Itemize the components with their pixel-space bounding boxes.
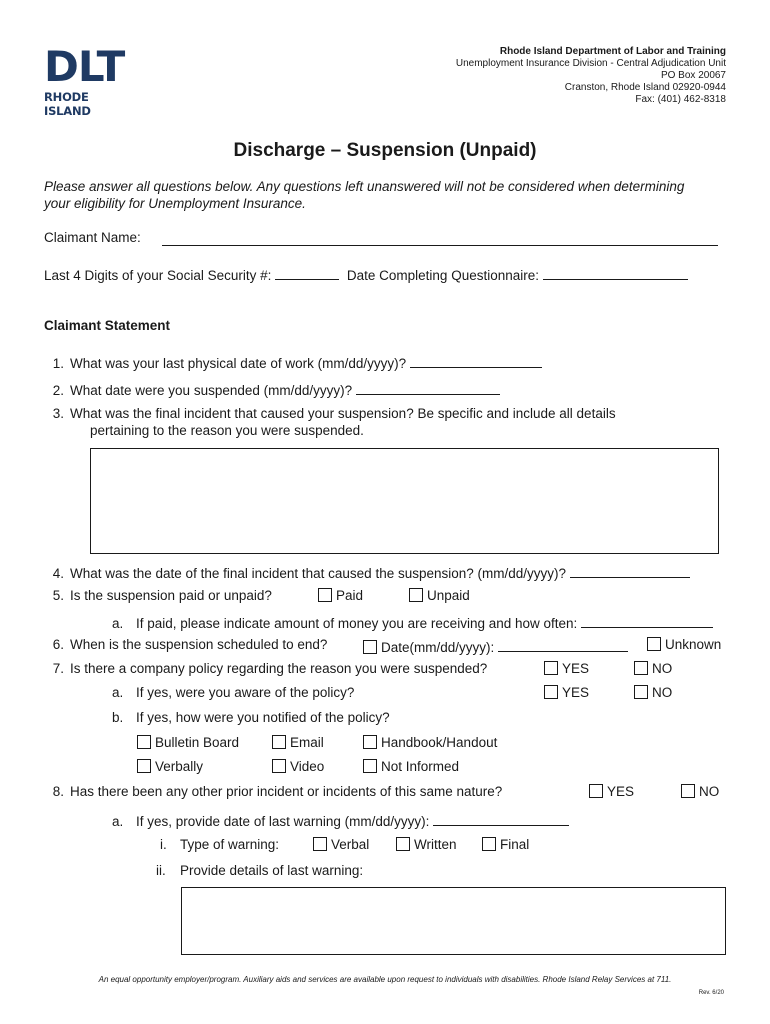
section-title: Claimant Statement — [44, 318, 171, 333]
q7b-handbook-label: Handbook/Handout — [381, 735, 498, 750]
q7a-no-checkbox[interactable] — [634, 685, 648, 699]
question-5a — [112, 613, 713, 631]
q7b-video-label: Video — [290, 759, 325, 774]
question-4 — [44, 563, 690, 581]
q7-number: 7. — [52, 661, 64, 676]
q8-yes-label: YES — [607, 784, 635, 799]
q7a-no-label: NO — [652, 685, 673, 700]
date-completing-field[interactable] — [543, 265, 688, 280]
q8-final-label: Final — [500, 837, 530, 852]
claimant-name-label: Claimant Name: — [44, 230, 141, 245]
q1-field[interactable] — [410, 353, 542, 368]
question-8a — [112, 811, 569, 829]
ssn-label: Last 4 Digits of your Social Security #: — [44, 268, 272, 283]
q8-verbal-label: Verbal — [331, 837, 370, 852]
q7b-verbally-checkbox[interactable] — [137, 759, 151, 773]
q7-no-label: NO — [652, 661, 673, 676]
q7a-text: If yes, were you aware of the policy? — [136, 685, 355, 700]
q7b-verbally-label: Verbally — [155, 759, 204, 774]
q5a-text: If paid, please indicate amount of money you are receiving and how often: — [136, 616, 578, 631]
q5a-field[interactable] — [581, 613, 713, 628]
agency-division: Unemployment Insurance Division - Central Adjudication Unit — [455, 58, 726, 69]
q7b-email-checkbox[interactable] — [272, 735, 286, 749]
question-6 — [44, 637, 327, 652]
q6-unknown-label: Unknown — [665, 637, 722, 652]
q5-paid-option[interactable] — [318, 588, 363, 603]
q7b-email-option[interactable] — [272, 735, 324, 750]
intro-text: Please answer all questions below. Any questions left unanswered will not be considered when determining your eligibility for Unemployment Insurance. — [44, 179, 685, 211]
q5-paid-label: Paid — [336, 588, 364, 603]
question-8 — [44, 784, 502, 799]
q7b-bulletin-checkbox[interactable] — [137, 735, 151, 749]
q3-number: 3. — [52, 406, 64, 421]
question-5 — [44, 588, 272, 603]
q7-text: Is there a company policy regarding the reason you were suspended? — [70, 661, 488, 676]
claimant-name-field[interactable] — [162, 231, 718, 246]
q8-yes-checkbox[interactable] — [589, 784, 603, 798]
q7b-verbally-option[interactable] — [137, 759, 203, 774]
q7-yes-checkbox[interactable] — [544, 661, 558, 675]
q7a-yes-label: YES — [562, 685, 590, 700]
q8-text: Has there been any other prior incident or incidents of this same nature? — [70, 784, 503, 799]
q7b-not-informed-option[interactable] — [363, 759, 459, 774]
q8-written-checkbox[interactable] — [396, 837, 410, 851]
claimant-name-row — [44, 230, 141, 245]
q7b-email-label: Email — [290, 735, 324, 750]
q3-answer-box[interactable] — [90, 448, 719, 554]
q8aii-label: ii. — [156, 863, 166, 878]
revision-label: Rev. 6/20 — [698, 990, 724, 996]
q8a-field[interactable] — [433, 811, 569, 826]
q5-paid-checkbox[interactable] — [318, 588, 332, 602]
q5a-label: a. — [112, 616, 124, 631]
ssn-row — [44, 265, 688, 283]
q3-text-line2: pertaining to the reason you were suspended. — [90, 423, 364, 438]
question-8a-ii — [156, 863, 363, 878]
q7b-not-informed-checkbox[interactable] — [363, 759, 377, 773]
agency-po-box: PO Box 20067 — [660, 70, 726, 81]
q8a-label: a. — [112, 814, 124, 829]
agency-name: Rhode Island Department of Labor and Training — [499, 46, 726, 57]
q7-no-checkbox[interactable] — [634, 661, 648, 675]
footer-text: An equal opportunity employer/program. Auxiliary aids and services are available upon request to individuals with disabilities. Rhode Island Relay Services at 711. — [98, 975, 672, 984]
q7b-handbook-option[interactable] — [363, 735, 497, 750]
q1-number: 1. — [52, 356, 64, 371]
date-completing-label: Date Completing Questionnaire: — [346, 268, 539, 283]
q8-yes-option[interactable] — [589, 784, 634, 799]
q8ai-label: i. — [160, 837, 167, 852]
q8-no-option[interactable] — [681, 784, 719, 799]
q7b-bulletin-option[interactable] — [137, 735, 239, 750]
q5-unpaid-label: Unpaid — [427, 588, 470, 603]
q7b-not-informed-label: Not Informed — [381, 759, 460, 774]
q6-date-option[interactable] — [363, 637, 628, 655]
q6-number: 6. — [52, 637, 64, 652]
agency-city: Cranston, Rhode Island 02920-0944 — [564, 82, 726, 93]
q6-date-label: Date(mm/dd/yyyy): — [381, 640, 495, 655]
logo-state: RHODE ISLAND — [44, 90, 91, 118]
ssn-field[interactable] — [275, 265, 339, 280]
question-8a-i — [160, 837, 279, 852]
q4-number: 4. — [52, 566, 64, 581]
dlt-logo — [44, 42, 134, 118]
q8-number: 8. — [52, 784, 64, 799]
q8ai-text: Type of warning: — [180, 837, 280, 852]
agency-fax: Fax: (401) 462-8318 — [635, 94, 726, 105]
logo-mark: DLT — [44, 42, 125, 91]
q7b-bulletin-label: Bulletin Board — [155, 735, 240, 750]
q8a-text: If yes, provide date of last warning (mm/dd/yyyy): — [136, 814, 430, 829]
q8-written-option[interactable] — [396, 837, 457, 852]
q7a-yes-option[interactable] — [544, 685, 589, 700]
q6-text: When is the suspension scheduled to end? — [70, 637, 328, 652]
q5-number: 5. — [52, 588, 64, 603]
question-3 — [44, 406, 616, 421]
q7b-video-option[interactable] — [272, 759, 324, 774]
q7b-text: If yes, how were you notified of the policy? — [136, 710, 390, 725]
q2-text: What date were you suspended (mm/dd/yyyy)? — [70, 383, 353, 398]
q6-date-field[interactable] — [498, 637, 628, 652]
q8-no-checkbox[interactable] — [681, 784, 695, 798]
q8aii-text: Provide details of last warning: — [180, 863, 364, 878]
q8-no-label: NO — [699, 784, 720, 799]
q4-text: What was the date of the final incident that caused the suspension? (mm/dd/yyyy)? — [70, 566, 567, 581]
q7-yes-option[interactable] — [544, 661, 589, 676]
q6-unknown-checkbox[interactable] — [647, 637, 661, 651]
q8-details-box[interactable] — [181, 887, 726, 955]
q7b-label: b. — [112, 710, 124, 725]
question-7a — [112, 685, 354, 700]
q1-text: What was your last physical date of work (mm/dd/yyyy)? — [70, 356, 407, 371]
q7-no-option[interactable] — [634, 661, 672, 676]
q7a-no-option[interactable] — [634, 685, 672, 700]
q7-yes-label: YES — [562, 661, 590, 676]
q5-text: Is the suspension paid or unpaid? — [70, 588, 272, 603]
q2-number: 2. — [52, 383, 64, 398]
q8-written-label: Written — [414, 837, 457, 852]
q7a-yes-checkbox[interactable] — [544, 685, 558, 699]
q7b-video-checkbox[interactable] — [272, 759, 286, 773]
question-7b — [112, 710, 390, 725]
q4-field[interactable] — [570, 563, 690, 578]
question-7 — [44, 661, 487, 676]
q5-unpaid-option[interactable] — [409, 588, 470, 603]
q6-date-checkbox[interactable] — [363, 640, 377, 654]
q8-verbal-checkbox[interactable] — [313, 837, 327, 851]
q7a-label: a. — [112, 685, 124, 700]
q7b-handbook-checkbox[interactable] — [363, 735, 377, 749]
q5-unpaid-checkbox[interactable] — [409, 588, 423, 602]
q2-field[interactable] — [356, 380, 500, 395]
agency-address — [456, 46, 726, 106]
q8-verbal-option[interactable] — [313, 837, 369, 852]
question-2 — [44, 380, 500, 398]
page-title: Discharge – Suspension (Unpaid) — [233, 140, 537, 161]
q6-unknown-option[interactable] — [647, 637, 721, 652]
q8-final-option[interactable] — [482, 837, 529, 852]
q3-text-line1: What was the final incident that caused your suspension? Be specific and include all details — [70, 406, 616, 421]
q8-final-checkbox[interactable] — [482, 837, 496, 851]
question-1 — [44, 353, 542, 371]
